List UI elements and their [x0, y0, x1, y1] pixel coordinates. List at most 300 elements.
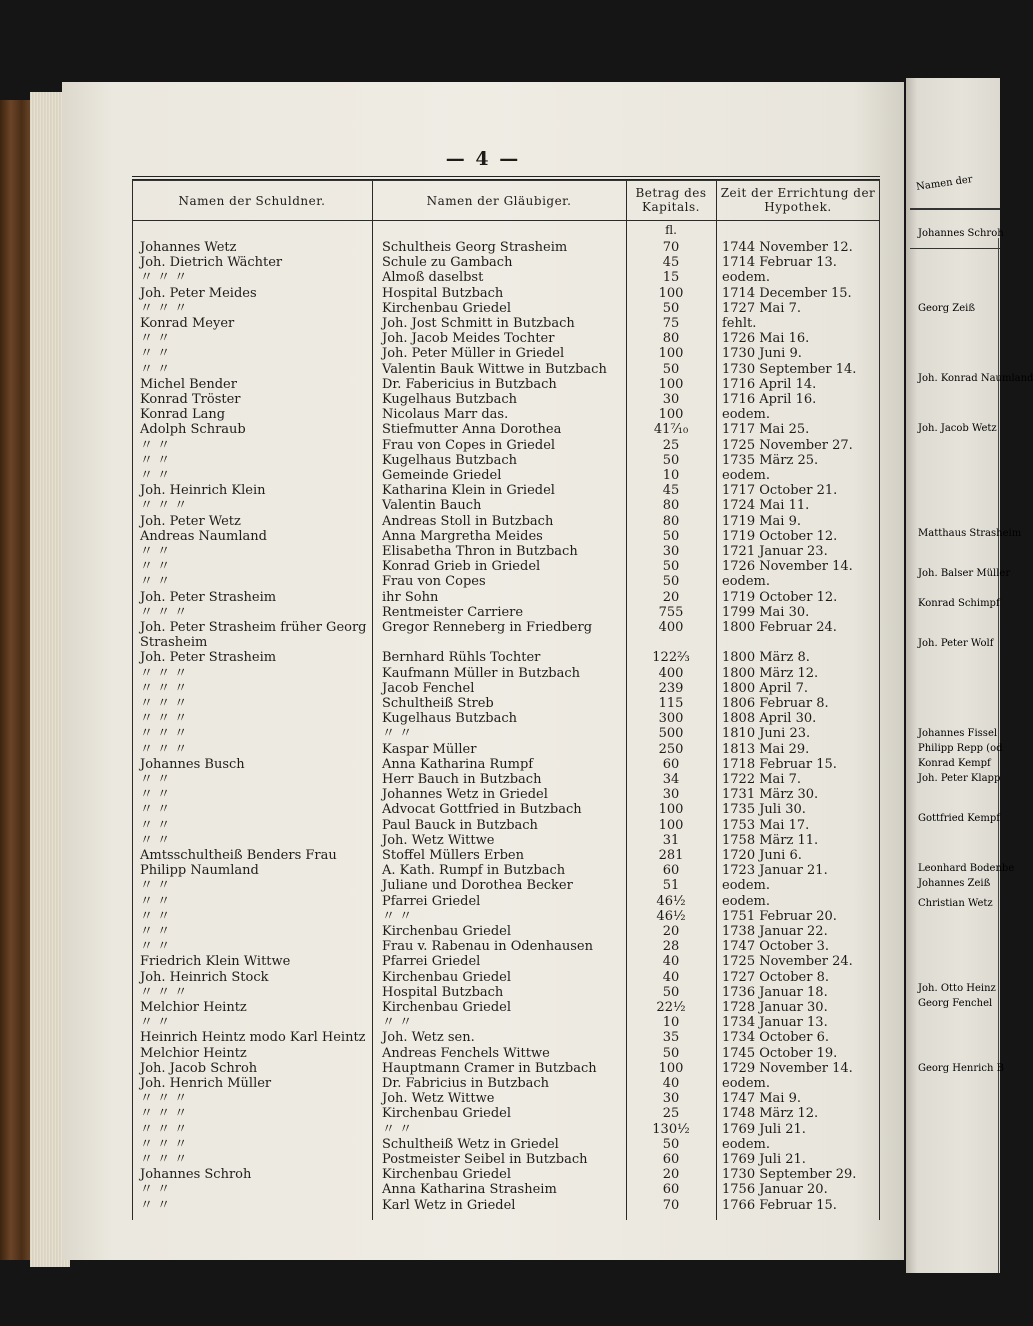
amount-cell: 28 [662, 939, 680, 955]
creditor-cell: Schultheiß Streb [382, 696, 494, 711]
debtor-cell: 〃 〃 [140, 832, 171, 848]
table-row [132, 316, 880, 331]
amount-cell: 50 [662, 452, 680, 468]
debtor-cell: 〃 〃 [140, 924, 171, 939]
amount-cell: 400 [658, 665, 684, 681]
header-date: Zeit der Errichtung der Hypothek. [720, 186, 876, 214]
amount-cell: 31 [662, 832, 680, 848]
amount-cell: 70 [662, 1197, 680, 1213]
table-row [132, 802, 880, 817]
amount-cell: 75 [662, 316, 680, 331]
facing-page-entry: Joh. Balser Müller [918, 568, 1011, 579]
table-row [132, 878, 880, 893]
debtor-cell: 〃 〃 [140, 908, 171, 924]
amount-cell: 239 [658, 680, 684, 696]
debtor-cell: 〃 〃 [140, 893, 171, 909]
amount-cell: 45 [662, 255, 680, 271]
creditor-cell: Gregor Renneberg in Friedberg [382, 620, 593, 635]
date-cell: 1747 Mai 9. [722, 1091, 801, 1107]
debtor-cell: Joh. Peter Wetz [140, 513, 241, 529]
amount-cell: 300 [658, 711, 684, 727]
date-cell: 1799 Mai 30. [722, 604, 810, 620]
debtor-cell: 〃 〃 [140, 437, 171, 453]
creditor-cell: Kirchenbau Griedel [382, 1106, 512, 1122]
debtor-cell: 〃 〃 [140, 772, 171, 787]
creditor-cell: A. Kath. Rumpf in Butzbach [382, 863, 566, 879]
creditor-cell: 〃 〃 [382, 908, 413, 924]
amount-cell: 40 [662, 1076, 680, 1091]
facing-page-rule [910, 208, 1000, 210]
creditor-cell: Kaufmann Müller in Butzbach [382, 665, 581, 681]
date-cell: 1730 Juni 9. [722, 346, 802, 362]
amount-cell: 500 [658, 726, 684, 742]
creditor-cell: Postmeister Seibel in Butzbach [382, 1152, 588, 1167]
creditor-cell: Gemeinde Griedel [382, 468, 502, 483]
debtor-cell: Joh. Jacob Schroh [140, 1060, 258, 1076]
facing-page-rule [910, 248, 1000, 249]
amount-cell: 281 [658, 848, 684, 863]
creditor-cell: Pfarrei Griedel [382, 954, 481, 970]
date-cell: eodem. [722, 1076, 770, 1091]
amount-cell: 50 [662, 574, 680, 590]
amount-cell: 41⁷⁄₁₀ [653, 422, 689, 438]
table-row [132, 909, 880, 924]
debtor-cell: 〃 〃 〃 [140, 1106, 188, 1122]
creditor-cell: 〃 〃 [382, 1121, 413, 1137]
table-row [132, 726, 880, 741]
table-row [132, 301, 880, 316]
date-cell: 1800 Februar 24. [722, 620, 837, 635]
debtor-cell: 〃 〃 [140, 1182, 171, 1198]
table-row [132, 1030, 880, 1045]
table-row [132, 1000, 880, 1015]
date-cell: 1722 Mai 7. [722, 772, 801, 787]
debtor-cell: Friedrich Klein Wittwe [140, 954, 291, 970]
creditor-cell: Andreas Stoll in Butzbach [382, 513, 554, 529]
debtor-cell: 〃 〃 〃 [140, 270, 188, 286]
header-rule [132, 220, 880, 221]
amount-cell: 20 [662, 1167, 680, 1183]
facing-page-entry: Joh. Jacob Wetz [918, 423, 997, 434]
creditor-cell: Juliane und Dorothea Becker [382, 878, 573, 894]
creditor-cell: Joh. Jost Schmitt in Butzbach [382, 316, 575, 331]
date-cell: 1728 Januar 30. [722, 1000, 828, 1015]
table-row [132, 377, 880, 392]
amount-cell: 30 [662, 544, 680, 559]
amount-cell: 30 [662, 787, 680, 803]
date-cell: eodem. [722, 878, 770, 894]
date-cell: eodem. [722, 893, 770, 909]
creditor-cell: Dr. Fabricius in Butzbach [382, 1076, 550, 1091]
amount-cell: 250 [658, 741, 684, 757]
creditor-cell: Karl Wetz in Griedel [382, 1197, 516, 1213]
date-cell: 1719 October 12. [722, 589, 838, 605]
date-cell: eodem. [722, 407, 770, 423]
ledger-page [62, 82, 904, 1260]
debtor-cell: 〃 〃 〃 [140, 726, 188, 742]
amount-cell: 80 [662, 498, 680, 514]
table-row [132, 240, 880, 255]
amount-cell: 51 [662, 878, 680, 894]
debtor-cell: 〃 〃 [140, 939, 171, 955]
amount-cell: 50 [662, 984, 680, 1000]
date-cell: 1718 Februar 15. [722, 756, 837, 772]
date-cell: 1813 Mai 29. [722, 741, 810, 757]
table-row [132, 742, 880, 757]
date-cell: eodem. [722, 574, 770, 590]
date-cell: 1735 Juli 30. [722, 802, 806, 818]
debtor-cell: 〃 〃 〃 [140, 1152, 188, 1167]
creditor-cell: Anna Margretha Meides [382, 528, 543, 544]
debtor-cell: Joh. Dietrich Wächter [140, 255, 283, 271]
debtor-cell: 〃 〃 〃 [140, 1121, 188, 1137]
table-row [132, 1198, 880, 1213]
debtor-cell: Konrad Tröster [140, 392, 241, 407]
date-cell: 1721 Januar 23. [722, 544, 828, 559]
creditor-cell: ihr Sohn [382, 589, 439, 605]
creditor-cell: Joh. Jacob Meides Tochter [382, 331, 555, 347]
facing-page-entry: Konrad Schimpf [918, 598, 1000, 609]
table-row [132, 498, 880, 513]
amount-cell: 35 [662, 1030, 680, 1046]
date-cell: 1725 November 27. [722, 437, 853, 453]
creditor-cell: Elisabetha Thron in Butzbach [382, 544, 578, 559]
table-row [132, 863, 880, 878]
amount-cell: 60 [662, 1152, 680, 1167]
debtor-cell: 〃 〃 [140, 361, 171, 377]
date-cell: 1806 Februar 8. [722, 696, 829, 711]
debtor-cell: Johannes Schroh [140, 1167, 252, 1183]
table-row [132, 620, 880, 635]
creditor-cell: Katharina Klein in Griedel [382, 483, 555, 499]
creditor-cell: Joh. Wetz Wittwe [382, 832, 495, 848]
creditor-cell: Kirchenbau Griedel [382, 969, 512, 985]
creditor-cell: Jacob Fenchel [382, 680, 475, 696]
table-row [132, 848, 880, 863]
table-row [132, 559, 880, 574]
table-row [132, 422, 880, 437]
creditor-cell: Hospital Butzbach [382, 285, 504, 301]
table-row [132, 894, 880, 909]
creditor-cell: Kaspar Müller [382, 741, 477, 757]
date-cell: 1726 Mai 16. [722, 331, 810, 347]
date-cell: 1716 April 14. [722, 376, 817, 392]
creditor-cell: Schultheiß Wetz in Griedel [382, 1136, 559, 1152]
debtor-cell: 〃 〃 〃 [140, 711, 188, 727]
creditor-cell: Frau v. Rabenau in Odenhausen [382, 939, 593, 955]
creditor-cell: Kirchenbau Griedel [382, 1167, 512, 1183]
creditor-cell: Valentin Bauch [382, 498, 482, 514]
table-row [132, 1137, 880, 1152]
date-cell: 1756 Januar 20. [722, 1182, 828, 1198]
facing-page-entry: Leonhard Bodenbe [918, 863, 1015, 874]
debtor-cell: 〃 〃 〃 [140, 665, 188, 681]
amount-cell: 30 [662, 1091, 680, 1107]
creditor-cell: Anna Katharina Strasheim [382, 1182, 557, 1198]
date-cell: 1727 October 8. [722, 969, 829, 985]
date-cell: 1766 Februar 15. [722, 1197, 837, 1213]
date-cell: eodem. [722, 468, 770, 483]
table-row [132, 985, 880, 1000]
creditor-cell: Konrad Grieb in Griedel [382, 559, 541, 575]
debtor-cell: Joh. Peter Strasheim [140, 589, 277, 605]
facing-page-entry: Johannes Schroh [918, 228, 1004, 239]
debtor-cell: 〃 〃 〃 [140, 680, 188, 696]
amount-cell: 22¹⁄₂ [656, 1000, 686, 1015]
date-cell: 1716 April 16. [722, 392, 817, 407]
debtor-cell: 〃 〃 [140, 452, 171, 468]
facing-page-entry: Christian Wetz [918, 898, 993, 909]
date-cell: 1744 November 12. [722, 240, 853, 255]
debtor-cell: 〃 〃 〃 [140, 1136, 188, 1152]
facing-page-entry: Joh. Peter Wolf [918, 638, 994, 649]
facing-page-entry: Matthaus Strasheim [918, 528, 1022, 539]
date-cell: 1800 März 12. [722, 665, 819, 681]
date-cell: 1808 April 30. [722, 711, 817, 727]
amount-cell: 10 [662, 468, 680, 483]
date-cell: 1736 Januar 18. [722, 984, 828, 1000]
header-amount: Betrag des Kapitals. [635, 186, 707, 214]
creditor-cell: 〃 〃 [382, 726, 413, 742]
debtor-cell: 〃 〃 〃 [140, 1091, 188, 1107]
page-number: — 4 — [445, 148, 521, 170]
creditor-cell: Dr. Fabericius in Butzbach [382, 376, 557, 392]
table-row [132, 362, 880, 377]
facing-page-entry: Konrad Kempf [918, 758, 991, 769]
debtor-cell: Melchior Heintz [140, 1000, 247, 1015]
date-cell: 1800 März 8. [722, 650, 810, 666]
amount-cell: 34 [662, 772, 680, 787]
table-row [132, 407, 880, 422]
header-debtor: Namen der Schuldner. [178, 194, 326, 208]
unit-florin: fl. [665, 223, 677, 237]
creditor-cell: Joh. Wetz sen. [382, 1030, 475, 1046]
table-row [132, 1167, 880, 1182]
debtor-cell: 〃 〃 [140, 468, 171, 483]
amount-cell: 20 [662, 924, 680, 939]
creditor-cell: Kirchenbau Griedel [382, 924, 512, 939]
facing-page-column-divider [998, 238, 999, 1273]
facing-page-entry: Georg Henrich B [918, 1063, 1004, 1074]
amount-cell: 45 [662, 483, 680, 499]
amount-cell: 100 [658, 376, 684, 392]
amount-cell: 40 [662, 969, 680, 985]
debtor-cell: Johannes Busch [140, 756, 245, 772]
date-cell: 1800 April 7. [722, 680, 808, 696]
creditor-cell: Herr Bauch in Butzbach [382, 772, 542, 787]
table-row [132, 939, 880, 954]
amount-cell: 50 [662, 1045, 680, 1061]
table-row [132, 711, 880, 726]
amount-cell: 25 [662, 1106, 680, 1122]
creditor-cell: Schultheis Georg Strasheim [382, 240, 568, 255]
creditor-cell: Bernhard Rühls Tochter [382, 650, 541, 666]
amount-cell: 60 [662, 756, 680, 772]
date-cell: 1730 September 14. [722, 361, 857, 377]
table-row [132, 1091, 880, 1106]
debtor-cell: 〃 〃 〃 [140, 984, 188, 1000]
table-row [132, 650, 880, 665]
table-row [132, 924, 880, 939]
creditor-cell: 〃 〃 [382, 1015, 413, 1031]
table-row [132, 635, 880, 650]
table-row [132, 514, 880, 529]
debtor-cell: 〃 〃 〃 [140, 300, 188, 316]
table-row [132, 833, 880, 848]
creditor-cell: Advocat Gottfried in Butzbach [382, 802, 582, 818]
creditor-cell: Valentin Bauk Wittwe in Butzbach [382, 361, 607, 377]
creditor-cell: Nicolaus Marr das. [382, 407, 509, 423]
debtor-cell: 〃 〃 [140, 544, 171, 559]
date-cell: fehlt. [722, 316, 757, 331]
amount-cell: 10 [662, 1015, 680, 1031]
amount-cell: 400 [658, 620, 684, 635]
debtor-cell: 〃 〃 [140, 331, 171, 347]
date-cell: 1726 November 14. [722, 559, 853, 575]
debtor-cell: Joh. Peter Strasheim früher Georg [140, 620, 367, 635]
creditor-cell: Kugelhaus Butzbach [382, 711, 517, 727]
table-row [132, 255, 880, 270]
table-row [132, 1122, 880, 1137]
debtor-cell: 〃 〃 [140, 346, 171, 362]
debtor-cell: 〃 〃 〃 [140, 741, 188, 757]
amount-cell: 15 [662, 270, 680, 286]
amount-cell: 130¹⁄₂ [652, 1121, 690, 1137]
debtor-cell: Adolph Schraub [140, 422, 246, 438]
facing-page-entry: Joh. Peter Klapp [918, 773, 1001, 784]
amount-cell: 115 [658, 696, 684, 711]
debtor-cell: Michel Bender [140, 376, 237, 392]
table-row [132, 1152, 880, 1167]
table-row [132, 1015, 880, 1030]
table-row [132, 270, 880, 285]
table-row [132, 696, 880, 711]
amount-cell: 80 [662, 331, 680, 347]
table-row [132, 453, 880, 468]
amount-cell: 100 [658, 407, 684, 423]
facing-page-entry: Joh. Konrad Naumland [918, 373, 1033, 384]
debtor-cell: Strasheim [140, 635, 208, 651]
date-cell: 1769 Juli 21. [722, 1121, 806, 1137]
debtor-cell: 〃 〃 [140, 802, 171, 818]
date-cell: 1725 November 24. [722, 954, 853, 970]
debtor-cell: 〃 〃 [140, 817, 171, 833]
table-row [132, 1061, 880, 1076]
amount-cell: 100 [658, 817, 684, 833]
amount-cell: 25 [662, 437, 680, 453]
date-cell: 1810 Juni 23. [722, 726, 811, 742]
date-cell: 1717 Mai 25. [722, 422, 810, 438]
debtor-cell: Andreas Naumland [140, 528, 267, 544]
creditor-cell: Frau von Copes in Griedel [382, 437, 556, 453]
table-row [132, 787, 880, 802]
debtor-cell: Heinrich Heintz modo Karl Heintz [140, 1030, 366, 1046]
debtor-cell: Joh. Peter Meides [140, 285, 257, 301]
debtor-cell: 〃 〃 [140, 559, 171, 575]
date-cell: 1730 September 29. [722, 1167, 857, 1183]
table-row [132, 483, 880, 498]
table-row [132, 954, 880, 969]
facing-page-entry: Gottfried Kempf [918, 813, 1000, 824]
amount-cell: 70 [662, 240, 680, 255]
amount-cell: 46¹⁄₂ [656, 893, 686, 909]
facing-page-entry: Georg Zeiß [918, 303, 976, 314]
date-cell: 1747 October 3. [722, 939, 829, 955]
date-cell: 1727 Mai 7. [722, 300, 801, 316]
date-cell: 1724 Mai 11. [722, 498, 810, 514]
date-cell: 1731 März 30. [722, 787, 819, 803]
creditor-cell: Kirchenbau Griedel [382, 1000, 512, 1015]
debtor-cell: 〃 〃 〃 [140, 604, 188, 620]
table-row [132, 605, 880, 620]
creditor-cell: Kirchenbau Griedel [382, 300, 512, 316]
debtor-cell: Melchior Heintz [140, 1045, 247, 1061]
date-cell: 1769 Juli 21. [722, 1152, 806, 1167]
date-cell: 1734 Januar 13. [722, 1015, 828, 1031]
date-cell: eodem. [722, 270, 770, 286]
date-cell: 1735 März 25. [722, 452, 819, 468]
amount-cell: 20 [662, 589, 680, 605]
amount-cell: 100 [658, 285, 684, 301]
debtor-cell: Johannes Wetz [140, 240, 237, 255]
date-cell: 1758 März 11. [722, 832, 819, 848]
facing-page-entry: Johannes Zeiß [918, 878, 991, 889]
amount-cell: 100 [658, 1060, 684, 1076]
creditor-cell: Rentmeister Carriere [382, 604, 524, 620]
debtor-cell: 〃 〃 〃 [140, 696, 188, 711]
table-row [132, 666, 880, 681]
facing-page-entry: Joh. Otto Heinz [918, 983, 996, 994]
amount-cell: 122²⁄₃ [652, 650, 690, 666]
facing-page-entry: Philipp Repp (od [918, 743, 1003, 754]
date-cell: eodem. [722, 1136, 770, 1152]
creditor-cell: Paul Bauck in Butzbach [382, 817, 538, 833]
date-cell: 1753 Mai 17. [722, 817, 810, 833]
debt-register-table [132, 176, 880, 1220]
amount-cell: 60 [662, 1182, 680, 1198]
date-cell: 1720 Juni 6. [722, 848, 802, 863]
table-row [132, 1046, 880, 1061]
debtor-cell: Konrad Meyer [140, 316, 235, 331]
date-cell: 1745 October 19. [722, 1045, 838, 1061]
table-row [132, 681, 880, 696]
table-row [132, 757, 880, 772]
creditor-cell: Johannes Wetz in Griedel [382, 787, 548, 803]
debtor-cell: Joh. Heinrich Stock [140, 969, 269, 985]
facing-page-entry: Georg Fenchel [918, 998, 993, 1009]
creditor-cell: Frau von Copes [382, 574, 486, 590]
table-row [132, 438, 880, 453]
date-cell: 1714 December 15. [722, 285, 852, 301]
amount-cell: 50 [662, 559, 680, 575]
debtor-cell: 〃 〃 [140, 574, 171, 590]
creditor-cell: Almoß daselbst [382, 270, 484, 286]
table-row [132, 1182, 880, 1197]
amount-cell: 46¹⁄₂ [656, 908, 686, 924]
table-row [132, 1106, 880, 1121]
table-row [132, 1076, 880, 1091]
debtor-cell: Konrad Lang [140, 407, 226, 423]
debtor-cell: 〃 〃 〃 [140, 498, 188, 514]
creditor-cell: Joh. Wetz Wittwe [382, 1091, 495, 1107]
table-row [132, 331, 880, 346]
date-cell: 1751 Februar 20. [722, 908, 837, 924]
facing-page-entry: Johannes Fissel [918, 728, 998, 739]
date-cell: 1719 Mai 9. [722, 513, 801, 529]
creditor-cell: Andreas Fenchels Wittwe [382, 1045, 550, 1061]
table-row [132, 818, 880, 833]
amount-cell: 80 [662, 513, 680, 529]
